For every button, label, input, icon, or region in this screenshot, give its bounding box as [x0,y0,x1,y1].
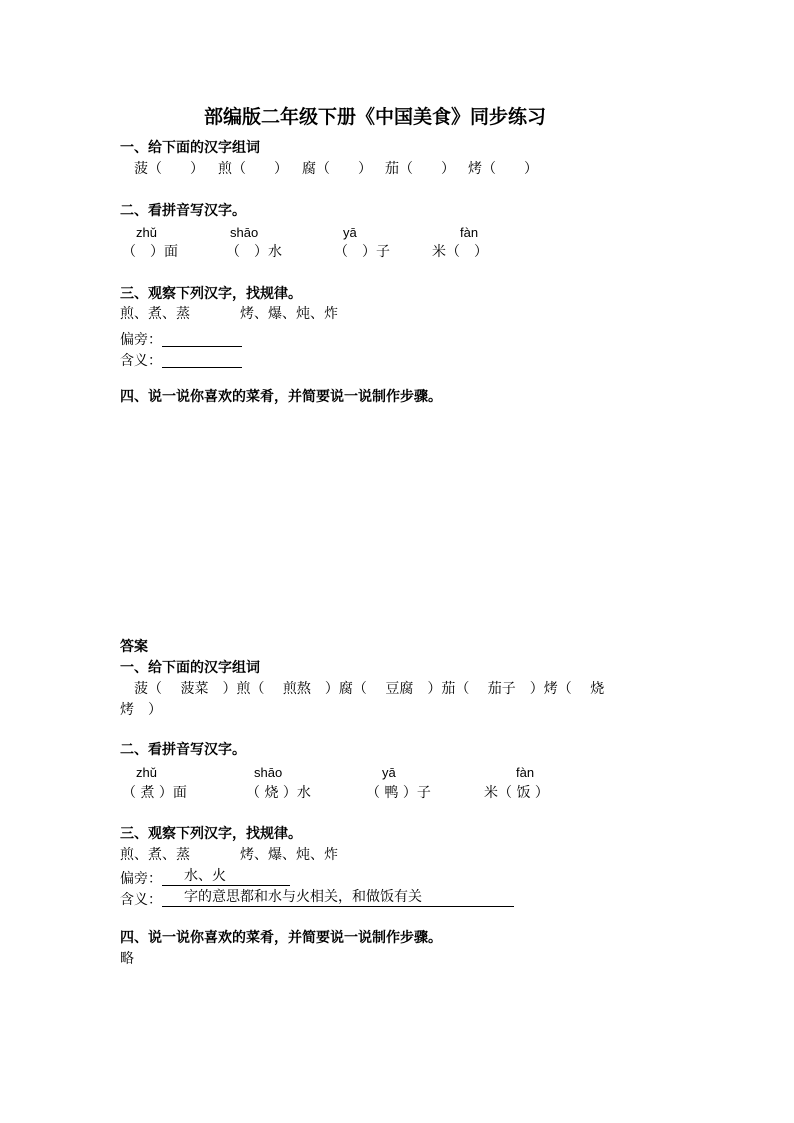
q2-word-3: （ ）子 [334,244,390,260]
ans-q1-line-2: 烤 ） [120,702,162,718]
q1-heading: 一、给下面的汉字组词 [120,140,260,156]
ans-q3-radical-row [120,869,290,886]
q1-item-5: 烤（ ） [468,161,538,177]
ans-q3-meaning-label: 含义： [120,892,162,908]
q2-word-2: （ ）水 [226,244,282,260]
q3-meaning-row [120,350,242,368]
ans-q4-answer: 略 [120,951,134,967]
q2-word-4: 米（ ） [432,244,488,260]
ans-q3-meaning-row [120,890,514,907]
q4-heading: 四、说一说你喜欢的菜肴，并简要说一说制作步骤。 [120,389,442,405]
q1-item-3: 腐（ ） [302,161,372,177]
q2-pinyin-3: yā [343,225,357,240]
q3-group-1: 煎、煮、蒸 [120,306,190,322]
ans-q2-heading: 二、看拼音写汉字。 [120,742,246,758]
ans-q4-heading: 四、说一说你喜欢的菜肴，并简要说一说制作步骤。 [120,930,442,946]
q3-heading: 三、观察下列汉字，找规律。 [120,286,302,302]
q2-heading: 二、看拼音写汉字。 [120,203,246,219]
q2-pinyin-2: shāo [230,225,259,240]
answers-label: 答案 [120,639,148,655]
ans-q3-group-2: 烤、爆、炖、炸 [240,847,338,863]
q2-word-1: （ ）面 [122,244,178,260]
ans-q3-radical-answer: 水、火 [162,869,290,886]
ans-q3-radical-label: 偏旁： [120,871,162,887]
q2-pinyin-1: zhǔ [136,225,157,240]
ans-q2-word-1: （ 煮 ）面 [122,785,187,801]
ans-q1-heading: 一、给下面的汉字组词 [120,660,260,676]
q1-item-2: 煎（ ） [218,161,288,177]
ans-q3-group-1: 煎、煮、蒸 [120,847,190,863]
ans-q2-word-3: （ 鸭 ）子 [366,785,431,801]
q3-meaning-blank [162,350,242,368]
q1-item-4: 茄（ ） [385,161,455,177]
q2-pinyin-4: fàn [460,225,479,240]
ans-q3-heading: 三、观察下列汉字，找规律。 [120,826,302,842]
q3-radical-row [120,329,242,347]
ans-q2-word-4: 米（ 饭 ） [484,785,549,801]
ans-q1-line-1: 菠（ 菠菜 ）煎（ 煎熬 ）腐（ 豆腐 ）茄（ 茄子 ）烤（ 烧 [134,681,605,697]
ans-q2-pinyin-4: fàn [516,765,535,780]
ans-q2-pinyin-3: yā [382,765,396,780]
ans-q2-word-2: （ 烧 ）水 [246,785,311,801]
ans-q2-pinyin-2: shāo [254,765,283,780]
q3-group-2: 烤、爆、炖、炸 [240,306,338,322]
ans-q3-meaning-answer: 字的意思都和水与火相关，和做饭有关 [162,890,514,907]
q3-radical-blank [162,329,242,347]
ans-q2-pinyin-1: zhǔ [136,765,157,780]
q3-meaning-label: 含义： [120,353,162,369]
page-title: 部编版二年级下册《中国美食》同步练习 [204,106,547,128]
q1-item-1: 菠（ ） [134,161,204,177]
q3-radical-label: 偏旁： [120,332,162,348]
